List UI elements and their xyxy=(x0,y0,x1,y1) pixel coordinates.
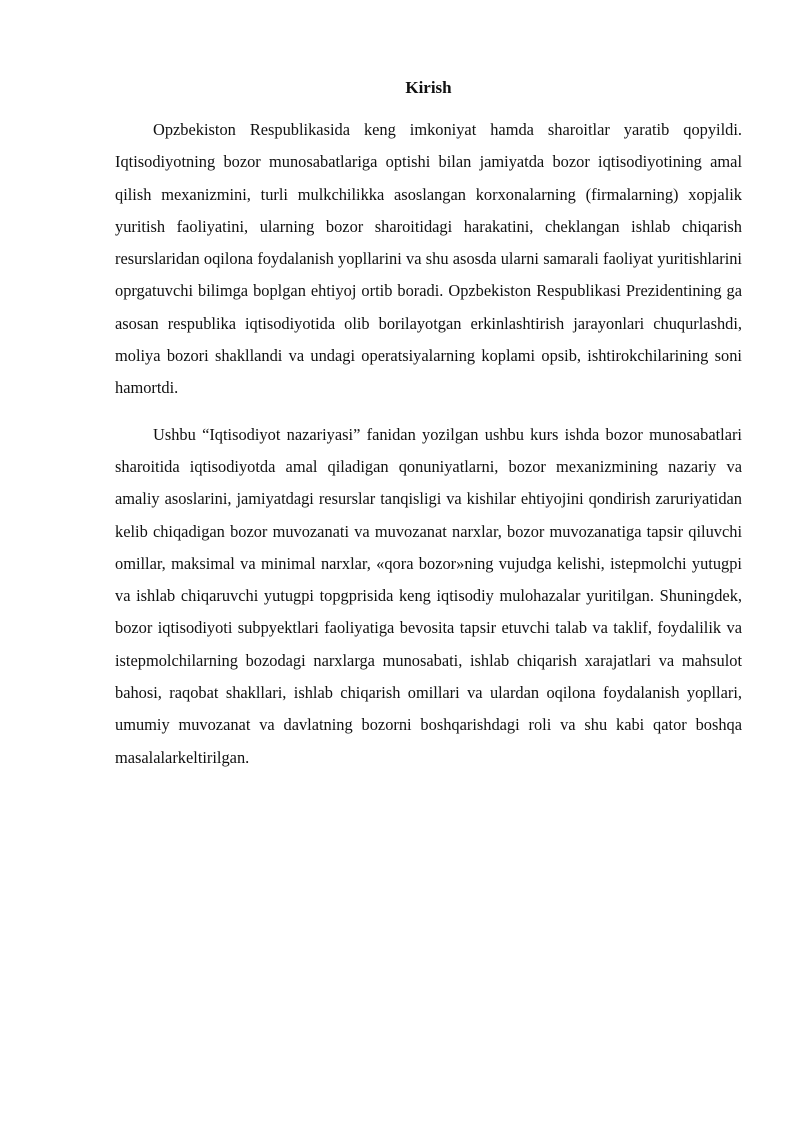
paragraph-intro: Opzbekiston Respublikasida keng imkoniyat hamda sharoitlar yaratib qopyildi. Iqtisodiyotning bozor munosabatlariga optishi bilan jamiyatda bozor iqtisodiyotining amal qilish mexanizmini, turli mulkchilikka asoslangan korxonalarning (firmalarning) xopjalik yuritish faoliyatini, ularning bozor sharoitidagi harakatini, cheklangan ishlab chiqarish resurslaridan oqilona foydalanish yopllarini va shu asosda ularni samarali faoliyat yuritishlarini oprgatuvchi bilimga boplgan ehtiyoj ortib boradi. Opzbekiston Respublikasi Prezidentining ga asosan respublika iqtisodiyotida olib borilayotgan erkinlashtirish jarayonlari chuqurlashdi, moliya bozori shakllandi va undagi operatsiyalarning koplami opsib, ishtirokchilarining soni hamortdi. xyxy=(115,120,742,398)
document-body xyxy=(115,74,742,788)
section-title: Kirish xyxy=(405,78,452,97)
paragraph-course-scope: Ushbu “Iqtisodiyot nazariyasi” fanidan yozilgan ushbu kurs ishda bozor munosabatlari sharoitida iqtisodiyotda amal qiladigan qonuniyatlarni, bozor mexanizmining nazariy va amaliy asoslarini, jamiyatdagi resurslar tanqisligi va kishilar ehtiyojini qondirish zaruriyatidan kelib chiqadigan bozor muvozanati va muvozanat narxlar, bozor muvozanatiga tapsir qiluvchi omillar, maksimal va minimal narxlar, «qora bozor»ning vujudga kelishi, istepmolchi yutugpi va ishlab chiqaruvchi yutugpi topgprisida keng iqtisodiy mulohazalar yuritilgan. Shuningdek, bozor iqtisodiyoti subpyektlari faoliyatiga bevosita tapsir etuvchi talab va taklif, foydalilik va istepmolchilarning bozodagi narxlarga munosabati, ishlab chiqarish xarajatlari va mahsulot bahosi, raqobat shakllari, ishlab chiqarish omillari va ulardan oqilona foydalanish yopllari, umumiy muvozanat va davlatning bozorni boshqarishdagi roli va shu kabi qator boshqa masalalarkeltirilgan. xyxy=(115,424,742,767)
